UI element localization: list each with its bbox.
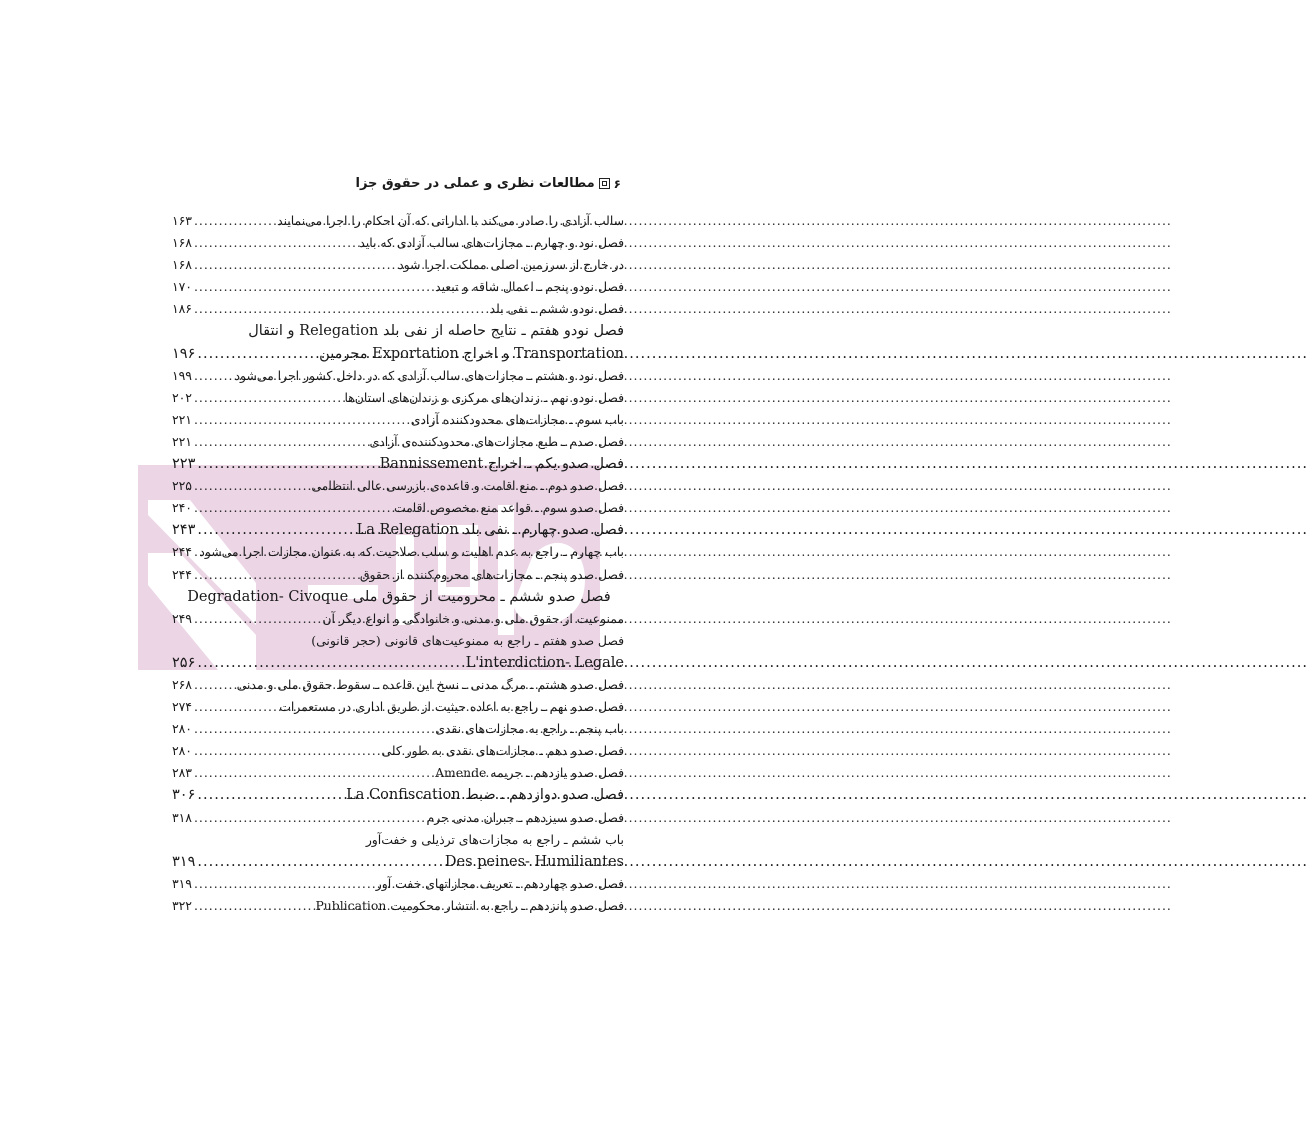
toc-entry: باب چهارم ـ راجع به عدم اهلیت و سلب صلاحیت که به عنوان مجازات اجرا می‌شود ..... ۲۴۴ — [172, 541, 624, 563]
toc-entry: سالب آزادی را صادر می‌کند با اداراتی که آن احکام را اجرا می‌نمایند ..... ۱۶۳ — [172, 210, 624, 232]
toc-entry: در خارج از سرزمین اصلی مملکت اجرا شود ..... ۱۶۸ — [172, 254, 624, 276]
toc-entry: فصل صدو دوازدهم ـ ضبط La Confiscation ..... ۳۰۶ — [172, 784, 624, 806]
toc-entry: Des peines- Humiliantes ..... ۳۱۹ — [172, 851, 624, 873]
toc-entry: فصل صدو پنجم ـ مجازات‌های محروم‌کننده از حقوق ..... ۲۴۴ — [172, 564, 624, 586]
book-title: مطالعات نظری و عملی در حقوق جزا — [355, 176, 595, 191]
page-number: ۶ — [613, 176, 621, 191]
toc-entry: فصل صدو هفتم ـ راجع به ممنوعیت‌های قانونی (حجر قانونی) — [311, 632, 624, 648]
toc-entry: فصل صدو دهم ـ مجازات‌های نقدی به طور کلی ..... ۲۸۰ — [172, 740, 624, 762]
toc-entry: فصل صدو سوم ـ قواعد منع مخصوص اقامت ..... ۲۴۰ — [172, 497, 624, 519]
toc-entry: فصل نودو پنجم ـ اعمال شاقه و تبعید ..... ۱۷۰ — [172, 276, 624, 298]
toc-entry: Transportation و اخراج Exportation مجرمین ..... ۱۹۶ — [172, 343, 624, 365]
toc-entry: فصل صدم ـ طبع مجازات‌های محدودکننده‌ی آزادی ..... ۲۲۱ — [172, 431, 624, 453]
page-header — [356, 176, 622, 191]
toc-entry: فصل صدو نهم ـ راجع به اعاده حیثیت از طریق اداری در مستعمرات ..... ۲۷۴ — [172, 696, 624, 718]
toc-entry: فصل صدو یکم ـ اخراج Bannissement ..... ۲۲۳ — [172, 453, 624, 475]
toc-entry: فصل نود و هشتم ـ مجازات‌های سالب آزادی که در داخل کشور اجرا می‌شود ..... ۱۹۹ — [172, 365, 624, 387]
toc-entry: فصل صدو یازدهم ـ جریمه Amende ..... ۲۸۳ — [172, 762, 624, 784]
toc-entry: فصل صدو هشتم ـ مرگ مدنی ـ نسخ این قاعده ـ سقوط حقوق ملی و مدنی ..... ۲۶۸ — [172, 674, 624, 696]
toc-entry: باب پنجم ـ راجع به مجازات‌های نقدی ..... ۲۸۰ — [172, 718, 624, 740]
toc-entry: فصل صدو ششم ـ محرومیت از حقوق ملی Degradation- Civoque — [187, 588, 611, 605]
toc-entry: فصل صدو چهاردهم ـ تعریف مجازاتهای خفت آور ..... ۳۱۹ — [172, 873, 624, 895]
toc-entry: فصل صدو سیزدهم ـ جبران مدنی جرم ..... ۳۱۸ — [172, 807, 624, 829]
toc-entry: L'interdiction- Legale ..... ۲۵۶ — [172, 652, 624, 674]
toc-entry: فصل نودو ششم ـ نفی بلد ..... ۱۸۶ — [172, 298, 624, 320]
book-icon — [599, 178, 610, 189]
toc-entry: فصل صدو دوم ـ منع اقامت و قاعده‌ی بازرسی عالی انتظامی ..... ۲۲۵ — [172, 475, 624, 497]
toc-entry: فصل صدو چهارم ـ نفی بلد La Relegation ..... ۲۴۳ — [172, 519, 624, 541]
toc-entry: فصل صدو پانزدهم ـ راجع به انتشار محکومیت Publication ..... ۳۲۲ — [172, 895, 624, 917]
toc-entry: فصل نودو نهم ـ زندان‌های مرکزی و زندان‌های استان‌ها ..... ۲۰۲ — [172, 387, 624, 409]
toc-entry: باب ششم ـ راجع به مجازات‌های ترذیلی و خفت‌آور — [365, 831, 624, 847]
toc-entry: فصل نودو هفتم ـ نتایج حاصله از نفی بلد Relegation و انتقال — [248, 323, 624, 340]
toc-entry: باب سوم ـ مجازات‌های محدودکننده آزادی ..... ۲۲۱ — [172, 409, 624, 431]
toc-entry: ممنوعیت از حقوق ملی و مدنی و خانوادگی و انواع دیگر آن ..... ۲۴۹ — [172, 608, 624, 630]
table-of-contents — [172, 210, 624, 917]
toc-entry: فصل نود و چهارم ـ مجازات‌های سالب آزادی که باید ..... ۱۶۸ — [172, 232, 624, 254]
